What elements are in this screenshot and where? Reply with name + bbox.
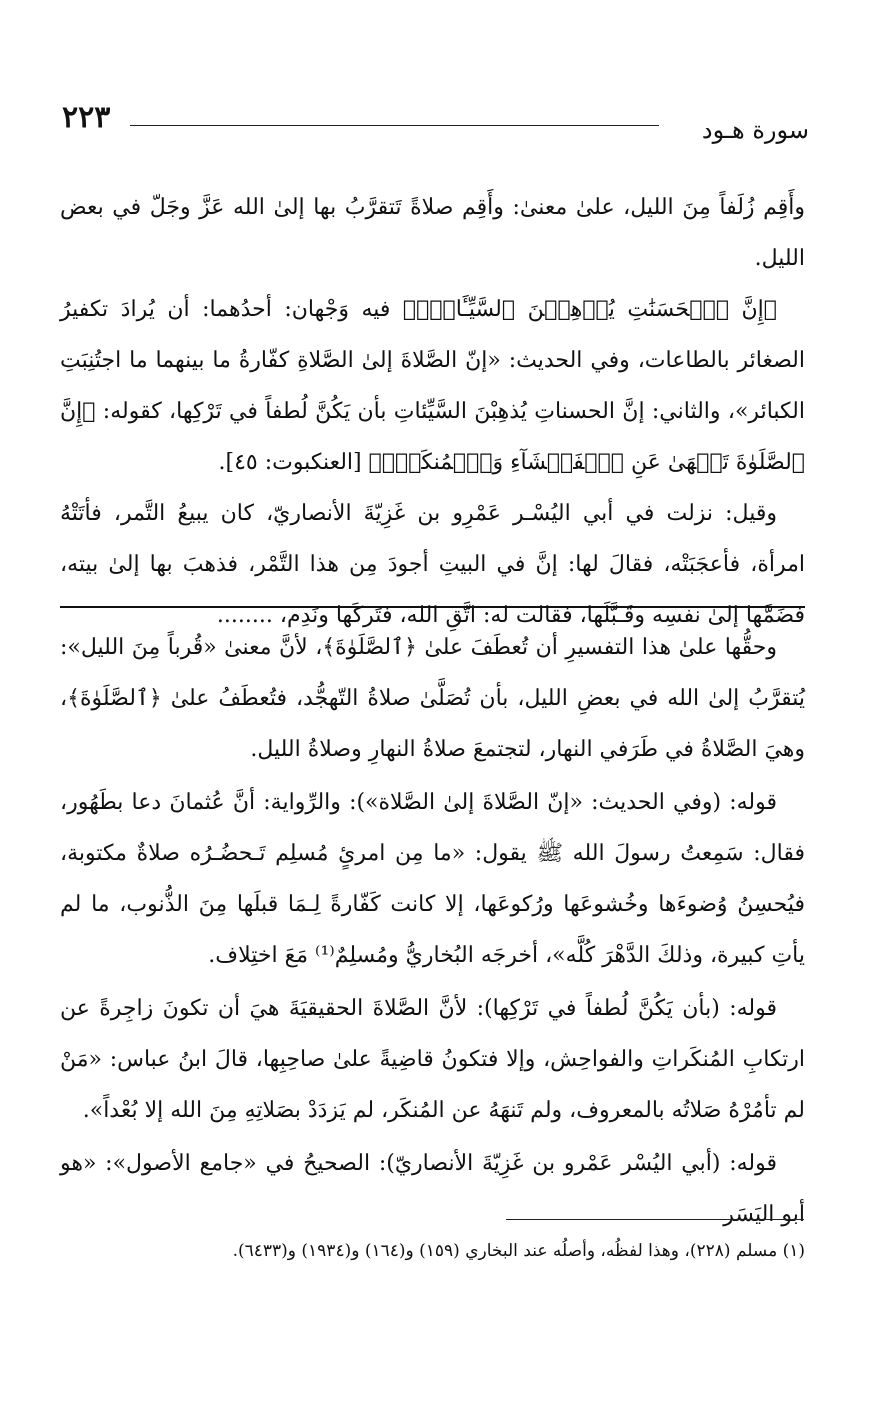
commentary-paragraph: قوله: (وفي الحديث: «إنّ الصَّلاةَ إلىٰ الصَّلاة»): والرِّواية: أنَّ عُثمانَ دعا بطَهُور، فقال: سَمِعتُ رسولَ الله ﷺ يقول: «ما مِن امرئٍ مُسلِم تَـحضُـرُه صلاةٌ مكتوبة، فيُحسِنُ وُضوءَها وخُشوعَها ورُكوعَها، إلا كانت كَفّارةً لِـمَا قبلَها مِنَ الذُّنوب، ما لم يأتِ كبيرة، وذلكَ الدَّهْرَ كُلَّه»، أخرجَه البُخاريُّ ومُسلِمٌ⁽¹⁾ مَعَ اختِلاف. <box>60 790 805 968</box>
main-paragraph: ﴿إِنَّ ٱلۡحَسَنَٰتِ يُذۡهِبۡنَ ٱلسَّيِّـَٔاتِۚ﴾ فيه وَجْهان: أحدُهما: أن يُرادَ تكفيرُ الصغائر بالطاعات، وفي الحديث: «إنّ الصَّلاةَ إلىٰ الصَّلاةِ كفّارةُ ما بينهما ما اجتُنِبَتِ الكبائر»، والثاني: إنَّ الحسناتِ يُذهِبْنَ السَّيِّئاتِ بأن يَكُنَّ لُطفاً في تَرْكِها، كقوله: ﴿إِنَّ ٱلصَّلَوٰةَ تَنۡهَىٰ عَنِ ٱلۡفَحۡشَآءِ وَٱلۡمُنكَرِۗ﴾ [العنكبوت: ٤٥]. <box>60 297 805 475</box>
footnote: (١) مسلم (٢٢٨)، وهذا لفظُه، وأصلُه عند البخاري (١٥٩) و(١٦٤) و(١٩٣٤) و(٦٤٣٣). <box>232 1241 805 1261</box>
main-text <box>60 182 805 641</box>
surah-title: سورة هـود <box>701 116 809 144</box>
section-divider <box>60 606 805 608</box>
footnote-rule <box>506 1219 804 1220</box>
commentary-paragraph: وحقُّها علىٰ هذا التفسيرِ أن تُعطَفَ علىٰ ﴿ٱلصَّلَوٰةَ﴾، لأنَّ معنىٰ «قُرباً مِنَ الليل»: يُتقرَّبُ إلىٰ الله في بعضِ الليل، بأن تُصَلَّىٰ صلاةُ التّهجُّد، فتُعطَفُ علىٰ ﴿ٱلصَّلَوٰةَ﴾، وهيَ الصَّلاةُ في طَرَفي النهار، لتجتمعَ صلاةُ النهارِ وصلاةُ الليل. <box>60 635 805 762</box>
main-paragraph: وقيل: نزلت في أبي اليُسْـر عَمْرِو بن غَزِيّةَ الأنصاريّ، كان يبيعُ التَّمر، فأتَتْهُ امرأة، فأعجَبَتْه، فقالَ لها: إنَّ في البيتِ أجودَ مِن هذا التَّمْر، فذهبَ بها إلىٰ بيته، فضَمَّها إلىٰ نفسِه وقَـبَّلَها، فقالت له: اتَّقِ الله، فتَركَها ونَدِم، ........ <box>60 501 805 628</box>
commentary-paragraph: قوله: (بأن يَكُنَّ لُطفاً في تَرْكِها): لأنَّ الصَّلاةَ الحقيقيَةَ هيَ أن تكونَ زاجِرةً عن ارتكابِ المُنكَراتِ والفواحِش، وإلا فتكونُ قاضِيةً علىٰ صاحِبِها، قالَ ابنُ عباس: «مَنْ لم تأمُرْهُ صَلاتُه بالمعروف، ولم تَنهَهُ عن المُنكَر، لم يَزدَدْ بصَلاتِهِ مِنَ الله إلا بُعْداً». <box>60 996 805 1123</box>
commentary-text <box>60 622 805 1242</box>
page-header <box>62 98 809 148</box>
commentary-paragraph: قوله: (أبي اليُسْر عَمْرو بن غَزِيّةَ الأنصاريّ): الصحيحُ في «جامع الأصول»: «هو أبو اليَسَر <box>60 1151 805 1227</box>
header-rule <box>130 125 659 126</box>
main-paragraph: وأَقِم زُلَفاً مِنَ الليل، علىٰ معنىٰ: وأَقِم صلاةً تَتقرَّبُ بها إلىٰ الله عَزَّ وجَلّ في بعض الليل. <box>60 195 806 271</box>
page-number: ٢٢٣ <box>62 100 111 135</box>
